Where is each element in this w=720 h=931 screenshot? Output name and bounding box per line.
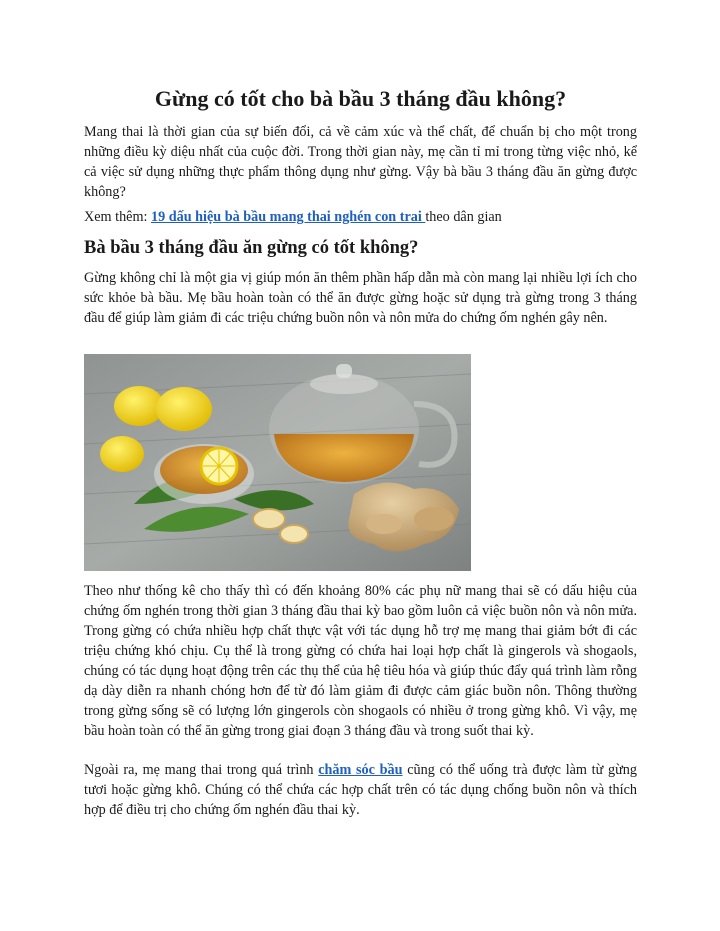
- ginger-tea-photo: [84, 354, 471, 571]
- see-also-line: [84, 207, 637, 227]
- para3-suffix: cũng có thể uống trà được làm từ gừng tươi hoặc gừng khô. Chúng có thể chứa các hợp chất trên có tác dụng chống buồn nôn và thích hợp để điều trị cho chứng ốm nghén đầu thai kỳ.: [84, 762, 637, 818]
- see-also-suffix: theo dân gian: [425, 209, 502, 225]
- intro-paragraph: Mang thai là thời gian của sự biến đổi, cả về cảm xúc và thể chất, để chuẩn bị cho một trong những điều kỳ diệu nhất của cuộc đời. Trong thời gian này, mẹ cần tỉ mỉ trong từng việc nhỏ, kể cả việc sử dụng những thực phẩm thông dụng như gừng. Vậy bà bầu 3 tháng đầu ăn gừng được không?: [84, 124, 637, 200]
- ginger-tea-illustration: [84, 354, 471, 571]
- article-title: Gừng có tốt cho bà bầu 3 tháng đầu không?: [154, 86, 567, 111]
- see-also-link[interactable]: 19 dấu hiệu bà bầu mang thai nghén con trai: [150, 209, 426, 225]
- pregnancy-care-link[interactable]: chăm sóc bầu: [318, 762, 403, 778]
- body-paragraph-1: Gừng không chỉ là một gia vị giúp món ăn thêm phần hấp dẫn mà còn mang lại nhiều lợi ích cho sức khỏe bà bầu. Mẹ bầu hoàn toàn có thể ăn được gừng hoặc sử dụng trà gừng trong 3 tháng đầu để giúp làm giảm đi các triệu chứng buồn nôn và nôn mửa do chứng ốm nghén gây nên.: [84, 270, 637, 326]
- see-also-prefix: Xem thêm:: [84, 209, 151, 225]
- body-paragraph-3: [84, 760, 637, 820]
- body-paragraph-2: Theo như thống kê cho thấy thì có đến khoảng 80% các phụ nữ mang thai sẽ có dấu hiệu của chứng ốm nghén trong thời gian 3 tháng đầu thai kỳ bao gồm luôn cả việc buồn nôn và nôn mửa. Trong gừng có chứa nhiều hợp chất thực vật với tác dụng hỗ trợ mẹ mang thai giảm bớt đi các triệu chứng khó chịu. Cụ thể là trong gừng có chứa hai loại hợp chất là gingerols và shogaols, chúng có tác dụng hoạt động trên các thụ thể của hệ tiêu hóa và giúp thúc đẩy quá trình làm rỗng dạ dày diễn ra nhanh chóng hơn để từ đó làm giảm đi được cảm giác buồn nôn. Thông thường trong gừng sống sẽ có lượng lớn gingerols còn shogaols có nhiều ở trong gừng khô. Vì vậy, mẹ bầu hoàn toàn có thể ăn gừng trong giai đoạn 3 tháng đầu và trong suốt thai kỳ.: [84, 583, 637, 739]
- section-heading: Bà bầu 3 tháng đầu ăn gừng có tốt không?: [84, 238, 419, 258]
- para3-prefix: Ngoài ra, mẹ mang thai trong quá trình: [84, 762, 319, 778]
